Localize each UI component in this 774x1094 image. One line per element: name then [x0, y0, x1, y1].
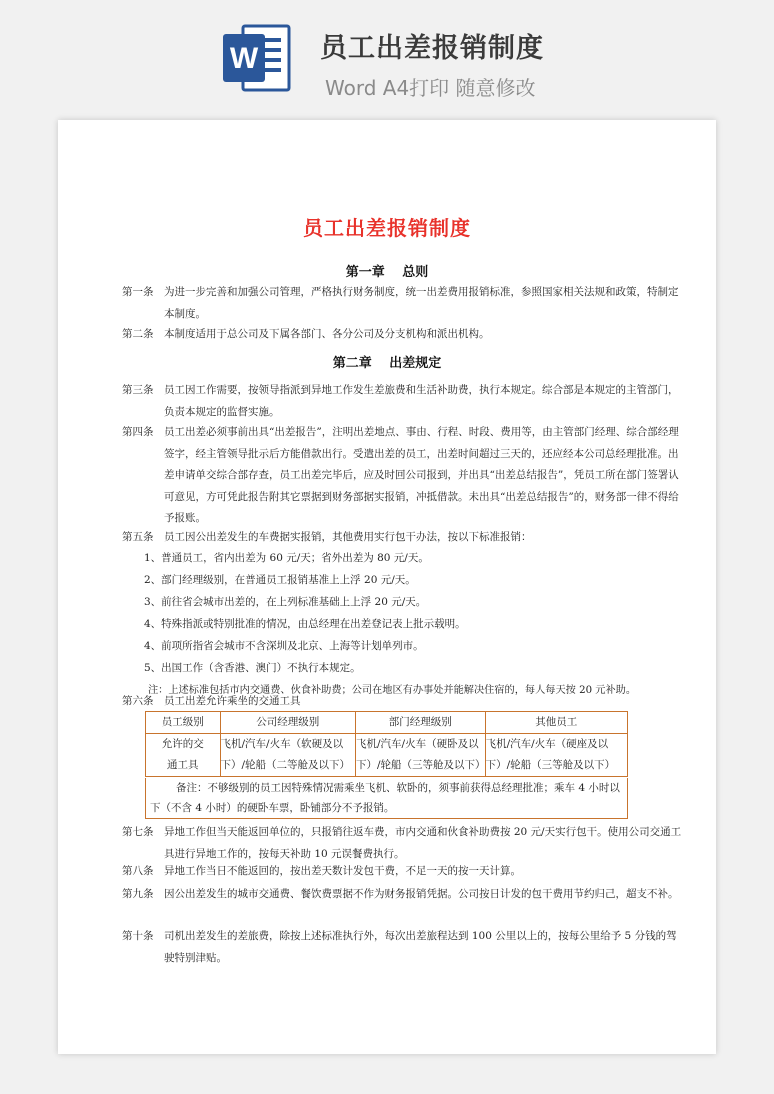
list-item: 2、部门经理级别，在普通员工报销基准上上浮 20 元/天。 [144, 574, 416, 586]
article-8 [122, 861, 686, 883]
list-item: 5、出国工作（含香港、澳门）不执行本规定。 [144, 662, 361, 674]
header-banner [0, 0, 774, 110]
table-cell: 飞机/汽车/火车（硬卧及以下）/轮船（三等舱及以下） [356, 734, 486, 777]
table-cell: 飞机/汽车/火车（硬座及以下）/轮船（三等舱及以下） [485, 734, 627, 777]
chapter-2-heading: 第二章 出差规定 [332, 356, 442, 371]
article-label: 第四条 [122, 426, 154, 438]
banner-subtitle: Word A4打印 随意修改 [325, 76, 536, 100]
article-5-note: 注：上述标准包括市内交通费、伙食补助费；公司在地区有办事处并能解决住宿的，每人每天按 20 元补助。 [148, 685, 637, 696]
article-text: 异地工作当日不能返回的，按出差天数计发包干费，不足一天的按一天计算。 [164, 865, 521, 877]
table-header-cell: 部门经理级别 [356, 712, 486, 734]
article-10 [122, 926, 686, 970]
transport-table [145, 711, 628, 777]
table-row [146, 734, 628, 777]
article-text: 员工因工作需要，按领导指派到异地工作发生差旅费和生活补助费，执行本规定。综合部是本规定的主管部门，负责本规定的监督实施。 [164, 384, 679, 418]
table-cell: 飞机/汽车/火车（软硬及以下）/轮船（二等舱及以下） [220, 734, 355, 777]
article-1 [122, 282, 686, 326]
article-label: 第五条 [122, 531, 154, 543]
article-label: 第一条 [122, 286, 154, 298]
list-item: 4、前项所指省会城市不含深圳及北京、上海等计划单列市。 [144, 640, 424, 652]
article-2 [122, 324, 686, 346]
list-item: 1、普通员工，省内出差为 60 元/天；省外出差为 80 元/天。 [144, 552, 429, 564]
article-text: 员工因公出差发生的车费据实报销，其他费用实行包干办法，按以下标准报销： [164, 531, 532, 543]
article-9 [122, 884, 686, 928]
article-label: 第二条 [122, 328, 154, 340]
article-text: 因公出差发生的城市交通费、餐饮费票据不作为财务报销凭据。公司按日计发的包干费用节约归己，超支不补。 [164, 888, 679, 900]
article-4 [122, 422, 686, 532]
article-label: 第七条 [122, 826, 154, 838]
article-label: 第六条 [122, 695, 154, 707]
word-document-icon [221, 22, 293, 94]
document-title: 员工出差报销制度 [303, 216, 471, 240]
article-label: 第十条 [122, 930, 154, 942]
table-header-cell: 其他员工 [485, 712, 627, 734]
article-3 [122, 380, 686, 424]
table-header-row [146, 712, 628, 734]
banner-title: 员工出差报销制度 [320, 33, 544, 64]
chapter-1-heading: 第一章 总则 [345, 265, 429, 280]
article-text: 本制度适用于总公司及下属各部门、各分公司及分支机构和派出机构。 [164, 328, 490, 340]
list-item: 4、特殊指派或特别批准的情况，由总经理在出差登记表上批示载明。 [144, 618, 466, 630]
logo-letter: W [229, 42, 259, 75]
list-item: 3、前往省会城市出差的，在上列标准基础上上浮 20 元/天。 [144, 596, 427, 608]
table-note [145, 778, 628, 819]
table-note-text: 备注：不够级别的员工因特殊情况需乘坐飞机、软卧的，须事前获得总经理批准；乘车 4 小时以下（不含 4 小时）的硬卧车票，卧铺部分不予报销。 [150, 782, 620, 814]
article-label: 第八条 [122, 865, 154, 877]
table-header-cell: 员工级别 [146, 712, 221, 734]
article-label: 第三条 [122, 384, 154, 396]
article-text: 司机出差发生的差旅费，除按上述标准执行外，每次出差旅程达到 100 公里以上的，按每公里给予 5 分钱的驾驶特别津贴。 [164, 930, 677, 964]
table-row-label: 允许的交通工具 [146, 734, 221, 777]
article-text: 为进一步完善和加强公司管理，严格执行财务制度，统一出差费用报销标准，参照国家相关法规和政策，特制定本制度。 [164, 286, 679, 320]
article-6 [122, 691, 686, 713]
article-5 [122, 527, 686, 549]
article-text: 员工出差必须事前出具“出差报告”，注明出差地点、事由、行程、时段、费用等，由主管部门经理、综合部经理签字，经主管领导批示后方能借款出行。受遣出差的员工，出差时间超过三天的，还应经本公司总经理批准。出差申请单交综合部存查，员工出差完毕后，应及时回公司报到，并出具“出差总结报告”，凭员工所在部门签署认可意见，方可凭此报告附其它票据到财务部据实报销，冲抵借款。未出具“出差总结报告”的，财务部一律不得给予报账。 [164, 426, 679, 524]
document-page [58, 120, 716, 1054]
table-header-cell: 公司经理级别 [220, 712, 355, 734]
article-text: 员工出差允许乘坐的交通工具 [164, 695, 301, 707]
article-label: 第九条 [122, 888, 154, 900]
article-text: 异地工作但当天能返回单位的，只报销往返车费，市内交通和伙食补助费按 20 元/天实行包干。使用公司交通工具进行异地工作的，按每天补助 10 元误餐费执行。 [164, 826, 682, 860]
article-7 [122, 822, 686, 866]
